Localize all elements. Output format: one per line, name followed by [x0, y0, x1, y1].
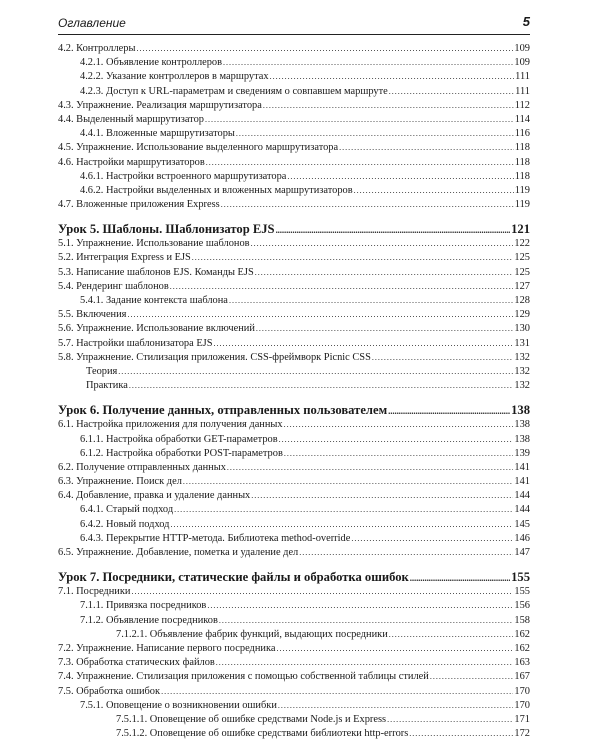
dot-leader: [255, 266, 514, 280]
toc-page-number: 155: [514, 586, 530, 598]
toc-entry-title: 5.3. Написание шаблонов EJS. Команды EJS: [58, 266, 254, 278]
toc-page-number: 167: [514, 671, 530, 683]
toc-lesson-heading: [58, 569, 530, 585]
toc-entry-title: 5.2. Интеграция Express и EJS: [58, 252, 191, 264]
dot-leader: [174, 503, 513, 517]
toc-entry-title: 5.5. Включения: [58, 309, 127, 321]
toc-entry: [58, 198, 530, 212]
toc-entry: [58, 70, 530, 84]
toc-page-number: 141: [514, 461, 530, 473]
dot-leader: [223, 56, 513, 70]
dot-leader: [279, 433, 514, 447]
toc-entry: [58, 141, 530, 155]
dot-leader: [219, 614, 514, 628]
toc-page-number: 111: [515, 85, 530, 97]
toc-entry-title: 7.1.1. Привязка посредников: [80, 600, 207, 612]
toc-page-number: 155: [511, 570, 530, 585]
toc-page-number: 118: [514, 156, 530, 168]
toc-page-number: 125: [514, 252, 530, 264]
toc-page-number: 132: [514, 351, 530, 363]
toc-entry-title: 7.1. Посредники: [58, 586, 131, 598]
toc-entry: [58, 237, 530, 251]
toc-page-number: 128: [514, 295, 530, 306]
toc-page-number: 119: [514, 184, 530, 196]
toc-entry-title: 4.2. Контроллеры: [58, 43, 136, 54]
toc-page-number: 144: [514, 504, 530, 516]
dot-leader: [430, 670, 514, 684]
dot-leader: [170, 280, 514, 294]
dot-leader: [205, 113, 514, 127]
toc-entry: [58, 280, 530, 294]
toc-entry-title: 4.5. Упражнение. Использование выделенного маршрутизатора: [58, 142, 339, 154]
toc-page-number: 139: [514, 447, 530, 459]
toc-entry-title: Теория: [86, 365, 118, 377]
dot-leader: [410, 569, 510, 586]
dot-leader: [229, 294, 513, 308]
toc-entry-title: 4.4.1. Вложенные маршрутизаторы: [80, 128, 235, 140]
dot-leader: [372, 351, 514, 365]
dot-leader: [256, 322, 513, 336]
toc-entry: [58, 56, 530, 70]
dot-leader: [387, 713, 513, 727]
toc-entry: [58, 266, 530, 280]
toc-page-number: 156: [514, 600, 530, 612]
toc-entry-title: 4.2.3. Доступ к URL-параметрам и сведениям о совпавшем маршруте: [80, 85, 388, 97]
toc-entry-title: 5.1. Упражнение. Использование шаблонов: [58, 238, 250, 250]
toc-entry-title: 7.5. Обработка ошибок: [58, 685, 161, 697]
toc-page-number: 121: [511, 222, 530, 237]
toc-entry-title: 6.1. Настройка приложения для получения данных: [58, 419, 283, 431]
toc-entry-title: 5.6. Упражнение. Использование включений: [58, 323, 255, 335]
dot-leader: [161, 685, 513, 699]
dot-leader: [284, 447, 514, 461]
toc-page-number: 144: [514, 490, 530, 502]
toc-entry-title: 6.4.2. Новый подход: [80, 518, 170, 530]
toc-entry: [58, 727, 530, 741]
toc-page-number: 162: [514, 628, 530, 640]
toc-entry: [58, 670, 530, 684]
header-page-number: 5: [522, 14, 530, 29]
toc-entry-title: 6.4.1. Старый подход: [80, 504, 174, 516]
toc-page-number: 118: [514, 170, 530, 182]
toc-entry-title: Урок 7. Посредники, статические файлы и обработка ошибок: [58, 570, 409, 585]
toc-page-number: 163: [514, 657, 530, 669]
dot-leader: [276, 221, 511, 238]
toc-page-number: 119: [514, 199, 530, 211]
dot-leader: [127, 308, 513, 322]
toc-page-number: 129: [514, 309, 530, 321]
dot-leader: [131, 585, 513, 599]
toc-lesson-heading: [58, 402, 530, 418]
toc-page-number: 147: [514, 547, 530, 558]
toc-page-number: 116: [514, 128, 530, 140]
toc-entry-title: 6.1.2. Настройка обработки POST-параметров: [80, 447, 283, 459]
toc-entry: [58, 113, 530, 127]
toc-entry-title: 6.2. Получение отправленных данных: [58, 461, 226, 473]
toc-entry-title: 5.7. Настройки шаблонизатора EJS: [58, 337, 213, 349]
toc-entry: [58, 433, 530, 447]
toc-page-number: 138: [514, 419, 530, 431]
toc-entry-title: 6.4. Добавление, правка и удаление данных: [58, 490, 251, 502]
toc-page-number: 122: [514, 238, 530, 250]
toc-entry-title: 5.4.1. Задание контекста шаблона: [80, 295, 228, 306]
toc-entry: [58, 628, 530, 642]
toc-entry-title: 7.5.1.1. Оповещение об ошибке средствами Node.js и Express: [116, 713, 387, 725]
toc-page-number: 127: [514, 280, 530, 292]
toc-page-number: 114: [514, 113, 530, 125]
dot-leader: [278, 699, 514, 713]
dot-leader: [207, 599, 513, 613]
toc-page-number: 125: [514, 266, 530, 278]
dot-leader: [299, 546, 513, 560]
header-title: Оглавление: [58, 16, 126, 30]
toc-page-number: 145: [514, 518, 530, 530]
dot-leader: [339, 141, 514, 155]
dot-leader: [389, 628, 514, 642]
toc-page-number: 170: [514, 685, 530, 697]
toc-page-number: 138: [511, 403, 530, 418]
toc-entry-title: 6.4.3. Перекрытие HTTP-метода. Библиотека method-override: [80, 532, 351, 544]
toc-entry-title: Урок 5. Шаблоны. Шаблонизатор EJS: [58, 222, 275, 237]
toc-entry-title: Практика: [86, 380, 128, 392]
dot-leader: [388, 402, 510, 419]
toc-entry: [58, 685, 530, 699]
toc-entry-title: 4.6.1. Настройки встроенного маршрутизатора: [80, 170, 287, 182]
dot-leader: [214, 337, 514, 351]
toc-entry: [58, 656, 530, 670]
dot-leader: [263, 99, 514, 113]
dot-leader: [251, 237, 514, 251]
toc-entry: [58, 251, 530, 265]
dot-leader: [351, 532, 513, 546]
toc-page-number: 171: [514, 713, 530, 725]
dot-leader: [270, 70, 515, 84]
toc-entry: [58, 379, 530, 393]
dot-leader: [236, 127, 514, 141]
dot-leader: [251, 489, 513, 503]
toc-entry-title: 7.5.1. Оповещение о возникновении ошибки: [80, 699, 277, 711]
toc-page-number: 170: [514, 699, 530, 711]
dot-leader: [276, 642, 513, 656]
toc-page-number: 158: [514, 614, 530, 626]
table-of-contents: [58, 42, 530, 741]
dot-leader: [287, 170, 513, 184]
toc-entry-title: 7.4. Упражнение. Стилизация приложения с помощью собственной таблицы стилей: [58, 671, 429, 683]
toc-entry: [58, 518, 530, 532]
toc-entry: [58, 337, 530, 351]
toc-entry: [58, 699, 530, 713]
toc-page-number: 130: [514, 323, 530, 335]
toc-entry-title: 4.2.1. Объявление контроллеров: [80, 57, 223, 69]
toc-entry: [58, 156, 530, 170]
toc-entry: [58, 532, 530, 546]
toc-entry-title: Урок 6. Получение данных, отправленных пользователем: [58, 403, 388, 418]
toc-entry-title: 5.4. Рендеринг шаблонов: [58, 280, 169, 292]
toc-lesson-heading: [58, 221, 530, 237]
toc-entry: [58, 447, 530, 461]
running-header: [58, 12, 530, 35]
toc-entry-title: 7.5.1.2. Оповещение об ошибке средствами библиотеки http-errors: [116, 728, 409, 740]
dot-leader: [170, 518, 513, 532]
toc-page-number: 138: [514, 433, 530, 445]
toc-page-number: 172: [514, 728, 530, 740]
toc-entry: [58, 713, 530, 727]
toc-entry: [58, 127, 530, 141]
toc-entry-title: 6.5. Упражнение. Добавление, пометка и удаление дел: [58, 547, 299, 558]
toc-page-number: 111: [515, 71, 530, 83]
toc-entry: [58, 418, 530, 432]
toc-entry: [58, 184, 530, 198]
toc-entry: [58, 365, 530, 379]
dot-leader: [284, 418, 514, 432]
toc-entry-title: 7.1.2.1. Объявление фабрик функций, выдающих посредники: [116, 628, 388, 640]
toc-entry: [58, 99, 530, 113]
dot-leader: [118, 365, 513, 379]
dot-leader: [183, 475, 514, 489]
dot-leader: [129, 379, 514, 393]
toc-entry-title: 4.4. Выделенный маршрутизатор: [58, 113, 204, 125]
toc-entry: [58, 489, 530, 503]
toc-page-number: 146: [514, 532, 530, 544]
toc-entry: [58, 308, 530, 322]
toc-entry-title: 4.6. Настройки маршрутизаторов: [58, 156, 205, 168]
toc-page-number: 109: [514, 57, 530, 69]
toc-entry: [58, 170, 530, 184]
toc-entry: [58, 642, 530, 656]
toc-page-number: 109: [514, 43, 530, 54]
toc-entry-title: 7.1.2. Объявление посредников: [80, 614, 218, 626]
toc-entry-title: 4.3. Упражнение. Реализация маршрутизатора: [58, 99, 262, 111]
toc-entry: [58, 614, 530, 628]
toc-page-number: 131: [514, 337, 530, 349]
toc-page-number: 132: [514, 365, 530, 377]
toc-entry-title: 5.8. Упражнение. Стилизация приложения. CSS-фреймворк Picnic CSS: [58, 351, 371, 363]
toc-entry-title: 7.3. Обработка статических файлов: [58, 657, 215, 669]
dot-leader: [409, 727, 513, 741]
dot-leader: [221, 198, 514, 212]
toc-entry: [58, 585, 530, 599]
dot-leader: [206, 156, 514, 170]
toc-page-number: 118: [514, 142, 530, 154]
toc-entry: [58, 475, 530, 489]
toc-entry-title: 4.6.2. Настройки выделенных и вложенных маршрутизаторов: [80, 184, 353, 196]
dot-leader: [389, 85, 514, 99]
toc-entry-title: 6.1.1. Настройка обработки GET-параметров: [80, 433, 278, 445]
dot-leader: [136, 42, 513, 56]
dot-leader: [216, 656, 514, 670]
toc-entry: [58, 351, 530, 365]
toc-entry: [58, 599, 530, 613]
toc-entry: [58, 503, 530, 517]
toc-entry: [58, 85, 530, 99]
dot-leader: [354, 184, 514, 198]
toc-page-number: 112: [514, 99, 530, 111]
toc-page-number: 162: [514, 642, 530, 654]
dot-leader: [192, 251, 514, 265]
toc-entry: [58, 546, 530, 560]
toc-entry: [58, 322, 530, 336]
toc-entry-title: 4.2.2. Указание контроллеров в маршрутах: [80, 71, 269, 83]
toc-entry-title: 7.2. Упражнение. Написание первого посредника: [58, 642, 276, 654]
toc-entry: [58, 461, 530, 475]
dot-leader: [227, 461, 513, 475]
toc-entry: [58, 294, 530, 308]
toc-page-number: 141: [514, 476, 530, 488]
toc-entry: [58, 42, 530, 56]
toc-page-number: 132: [514, 380, 530, 392]
toc-entry-title: 4.7. Вложенные приложения Express: [58, 199, 220, 211]
toc-entry-title: 6.3. Упражнение. Поиск дел: [58, 476, 182, 488]
